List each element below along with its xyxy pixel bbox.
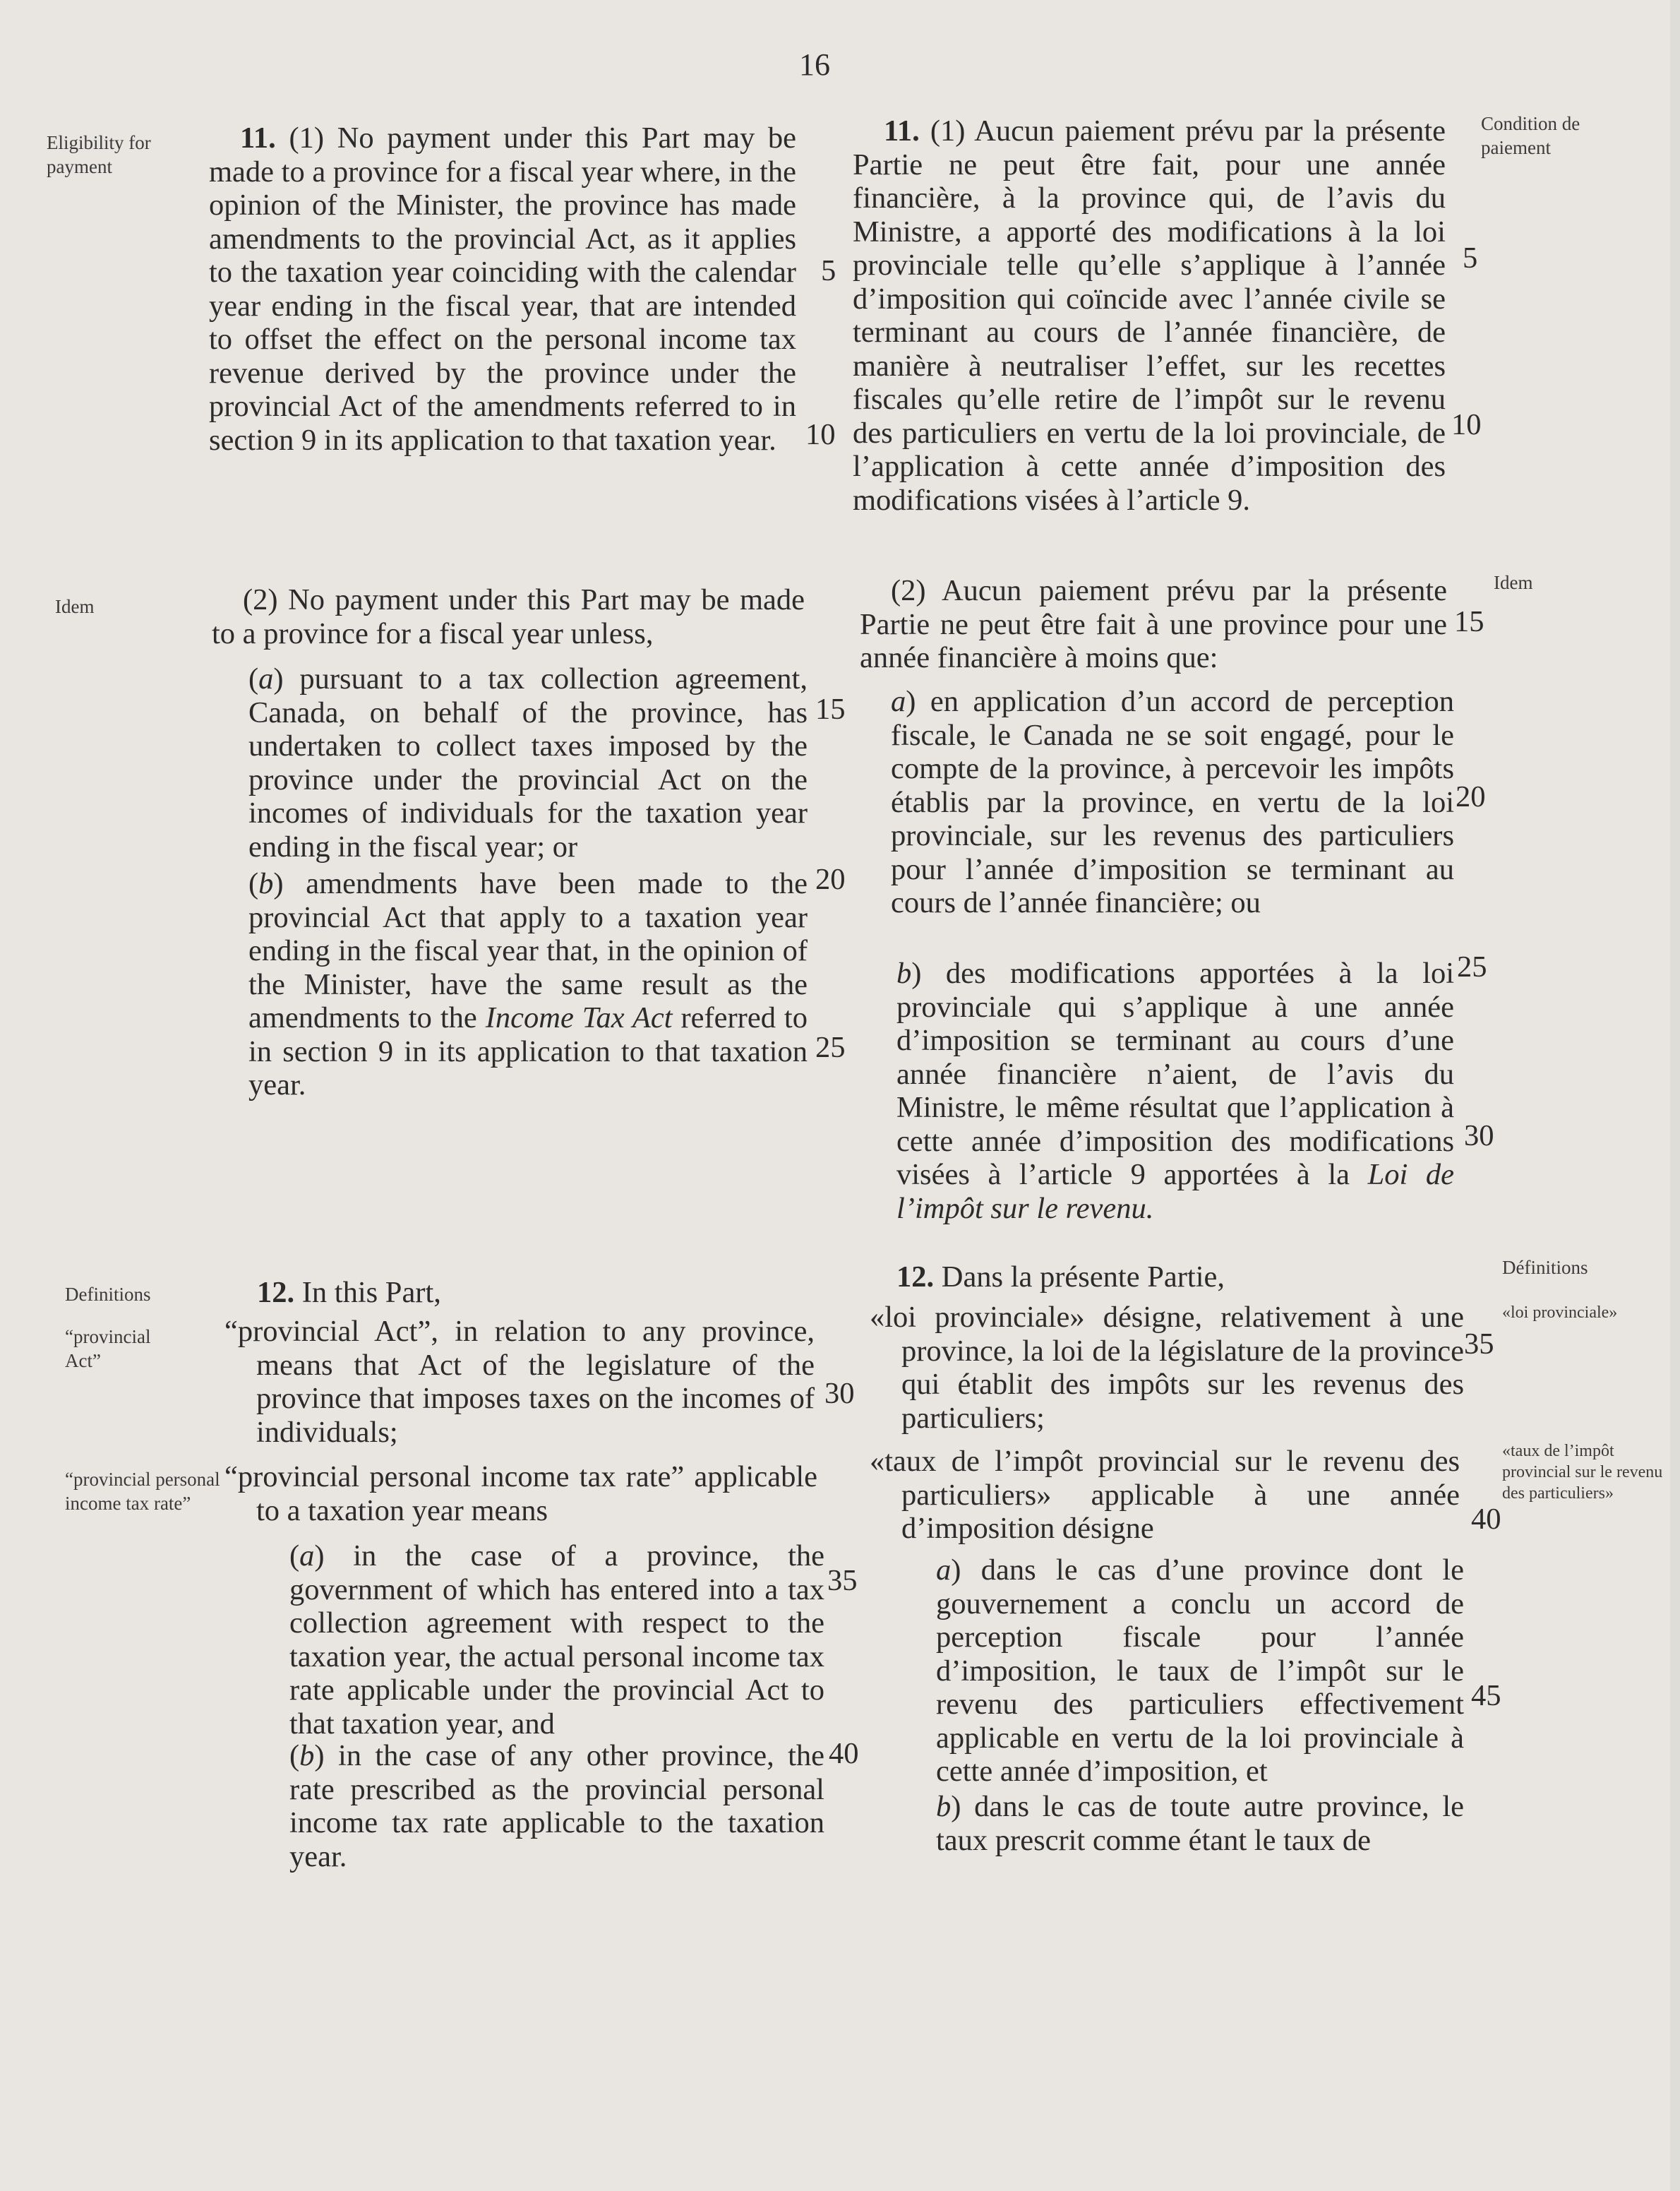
section-number: 11. xyxy=(240,121,276,155)
definition-text: «loi provinciale» désigne, relativement à une province, la loi de la législature de la province qui établit des impôts sur les revenus des particuliers; xyxy=(870,1301,1464,1435)
french-def-taux xyxy=(870,1445,1460,1546)
section-text: (1) No payment under this Part may be made to a province for a fiscal year where, in the opinion of the Minister, the province has made amendments to the provincial Act, as it applies to the taxation year coinciding with the calendar year ending in the fiscal year, that are intended to offset the effect on the personal income tax revenue derived by the province under the provincial Act of the amendments referred to in section 9 in its application to that taxation year. xyxy=(209,121,796,457)
english-def-provincial-act xyxy=(224,1315,815,1449)
english-s12 xyxy=(257,1276,793,1310)
margin-note-idem-en: Idem xyxy=(55,596,95,617)
para-text: des modifications apportées à la loi provinciale qui s’applique à une année d’imposition se terminant au cours d’une année financière n’aient, de l’avis du Ministre, le même résultat que l’application à cette année d’imposition des modifications visées à l’article 9 apportées à la xyxy=(896,957,1454,1191)
section-number: 12. xyxy=(257,1276,295,1309)
english-def-provincial-rate xyxy=(224,1460,817,1527)
para-text: in the case of any other province, the rate prescribed as the provincial personal income tax rate applicable to the taxation year. xyxy=(289,1739,824,1873)
margin-note-definitions-en: Definitions xyxy=(65,1284,151,1305)
definition-text: «taux de l’impôt provincial sur le revenu des particuliers» applicable à une année d’imposition désigne xyxy=(870,1445,1460,1545)
para-text: dans le cas de toute autre province, le taux prescrit comme étant le taux de xyxy=(936,1790,1464,1857)
line-number-fr-25: 25 xyxy=(1457,950,1487,984)
line-number-fr-15: 15 xyxy=(1454,605,1484,638)
line-number-en-25: 25 xyxy=(815,1031,846,1064)
margin-note-condition: Condition de paiement xyxy=(1481,113,1580,158)
definition-text: “provincial personal income tax rate” applicable to a taxation year means xyxy=(224,1460,817,1527)
para-label: b xyxy=(896,957,912,990)
para-text: dans le cas d’une province dont le gouvernement a conclu un accord de perception fiscale pour l’année d’imposition, le taux de l’impôt sur le revenu des particuliers effectivement applicable en vertu de la loi provinciale à cette année d’imposition, et xyxy=(936,1553,1464,1788)
margin-note-loi-provinciale: «loi provinciale» xyxy=(1502,1303,1618,1322)
line-number-fr-35: 35 xyxy=(1464,1327,1494,1361)
section-number: 11. xyxy=(884,114,920,148)
line-number-en-35: 35 xyxy=(827,1564,858,1597)
section-text: Dans la présente Partie, xyxy=(941,1260,1225,1294)
act-title: Loi de l’impôt sur le revenu. xyxy=(896,1158,1455,1225)
margin-note-idem-fr: Idem xyxy=(1494,572,1533,593)
margin-note-provincial-act: “provincial Act” xyxy=(65,1326,151,1371)
english-def-rate-a: (a) in the case of a province, the government of which has entered into a tax collection agreement with respect to the taxation year, the actual personal income tax rate applicable under the provincial Act to that taxation year, and xyxy=(289,1539,824,1741)
line-number-en-5: 5 xyxy=(821,254,836,287)
para-label: b xyxy=(936,1790,952,1823)
line-number-en-10: 10 xyxy=(805,418,836,451)
line-number-en-20: 20 xyxy=(815,863,846,896)
line-number-en-30: 30 xyxy=(824,1377,855,1410)
page-edge-shadow xyxy=(1670,0,1680,2191)
act-title: Income Tax Act xyxy=(485,1001,673,1034)
margin-note-provincial-rate: “provincial personal income tax rate” xyxy=(65,1469,220,1514)
para-text: in the case of a province, the government of which has entered into a tax collection agreement with respect to the taxation year, the actual personal income tax rate applicable under the provincial Act to that taxation year, and xyxy=(289,1539,824,1741)
para-label: a xyxy=(258,662,274,695)
french-s11-1 xyxy=(853,114,1446,517)
margin-note-definitions-fr: Définitions xyxy=(1502,1257,1588,1278)
english-s11-2 xyxy=(212,583,805,650)
line-number-en-15: 15 xyxy=(815,693,846,726)
french-s12 xyxy=(896,1260,1433,1294)
english-s11-2-b: (b) amendments have been made to the provincial Act that apply to a taxation year ending in the fiscal year that, in the opinion of the Minister, have the same result as the amendments to the Income Tax Act referred to in section 9 in its application to that taxation year. xyxy=(248,867,808,1102)
definition-text: “provincial Act”, in relation to any province, means that Act of the legislature of the province that imposes taxes on the incomes of individuals; xyxy=(224,1315,815,1449)
english-s11-2-a: (a) pursuant to a tax collection agreement, Canada, on behalf of the province, has undertaken to collect taxes imposed by the province under the provincial Act on the incomes of individuals for the taxation year ending in the fiscal year; or xyxy=(248,662,808,864)
line-number-en-40: 40 xyxy=(829,1737,859,1770)
para-label: a xyxy=(936,1553,952,1587)
para-label: a xyxy=(891,685,906,718)
english-def-rate-b: (b) in the case of any other province, the rate prescribed as the provincial personal income tax rate applicable to the taxation year. xyxy=(289,1739,824,1873)
para-text: en application d’un accord de perception fiscale, le Canada ne se soit engagé, pour le compte de la province, à percevoir les impôts établis par la province, en vertu de la loi provinciale, sur les revenus des particuliers pour l’année d’imposition se terminant au cours de l’année financière; ou xyxy=(891,685,1455,919)
section-number: 12. xyxy=(896,1260,935,1294)
para-text-end: referred to in section 9 in its application to that taxation year. xyxy=(248,1001,808,1102)
para-label: b xyxy=(299,1739,315,1772)
french-s11-2-a: a) en application d’un accord de perception fiscale, le Canada ne se soit engagé, pour le compte de la province, à percevoir les impôts établis par la province, en vertu de la loi provinciale, sur les revenus des particuliers pour l’année d’imposition se terminant au cours de l’année financière; ou xyxy=(891,685,1455,919)
para-text: amendments have been made to the provincial Act that apply to a taxation year ending in the fiscal year that, in the opinion of the Minister, have the same result as the amendments to the xyxy=(248,867,808,1034)
para-text: pursuant to a tax collection agreement, Canada, on behalf of the province, has undertaken to collect taxes imposed by the province under the provincial Act on the incomes of individuals for the taxation year ending in the fiscal year; or xyxy=(248,662,808,864)
french-def-loi-provinciale xyxy=(870,1301,1464,1435)
line-number-fr-40: 40 xyxy=(1471,1503,1501,1536)
line-number-fr-10: 10 xyxy=(1451,408,1482,441)
french-s11-2 xyxy=(860,574,1447,675)
line-number-fr-45: 45 xyxy=(1471,1679,1501,1712)
page-number: 16 xyxy=(799,47,830,82)
section-text: In this Part, xyxy=(301,1276,441,1309)
line-number-fr-20: 20 xyxy=(1456,780,1486,813)
french-def-taux-b: b) dans le cas de toute autre province, le taux prescrit comme étant le taux de xyxy=(936,1790,1464,1857)
english-s11-1 xyxy=(209,121,796,457)
french-s11-2-b: b) des modifications apportées à la loi provinciale qui s’applique à une année d’imposition se terminant au cours d’une année financière n’aient, de l’avis du Ministre, le même résultat que l’application à cette année d’imposition des modifications visées à l’article 9 apportées à la Loi de l’impôt sur le revenu. xyxy=(896,957,1455,1225)
margin-note-eligibility: Eligibility for payment xyxy=(47,132,151,177)
line-number-fr-30: 30 xyxy=(1464,1119,1494,1152)
section-text: (2) No payment under this Part may be made to a province for a fiscal year unless, xyxy=(212,583,805,650)
french-def-taux-a: a) dans le cas d’une province dont le gouvernement a conclu un accord de perception fiscale pour l’année d’imposition, le taux de l’impôt sur le revenu des particuliers effectivement applicable en vertu de la loi provinciale à cette année d’imposition, et xyxy=(936,1553,1464,1788)
margin-note-taux: «taux de l’impôt provincial sur le revenu des particuliers» xyxy=(1502,1442,1663,1503)
section-text: (1) Aucun paiement prévu par la présente Partie ne peut être fait, pour une année financière, à la province qui, de l’avis du Ministre, a apporté des modifications à la loi provinciale telle qu’elle s’applique à l’année d’imposition qui coïncide avec l’année civile se terminant au cours de l’année financière, de manière à neutraliser l’effet, sur les recettes fiscales qu’elle retire de l’impôt sur le revenu des particuliers en vertu de la loi provinciale, de l’application à cette année d’imposition des modifications visées à l’article 9. xyxy=(853,114,1446,517)
section-text: (2) Aucun paiement prévu par la présente Partie ne peut être fait à une province pour une année financière à moins que: xyxy=(860,574,1447,674)
para-label: a xyxy=(299,1539,315,1572)
para-label: b xyxy=(258,867,274,900)
line-number-fr-5: 5 xyxy=(1463,241,1478,275)
